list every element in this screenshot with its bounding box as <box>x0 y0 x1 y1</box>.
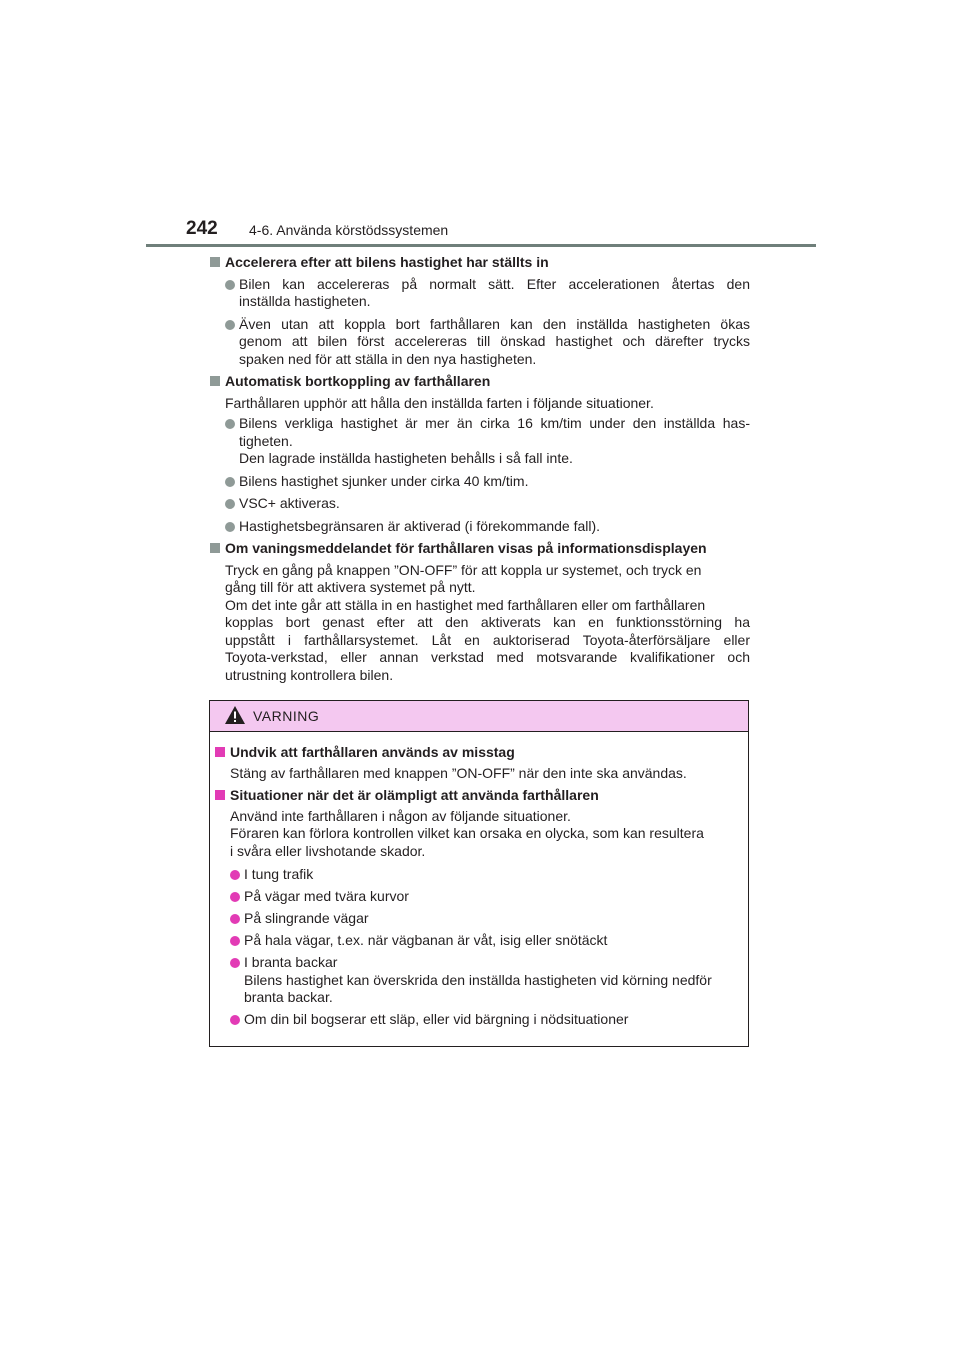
list-item: Hastighetsbegränsaren är aktiverad (i förekommande fall). <box>210 518 750 536</box>
warning-box <box>209 700 749 1047</box>
round-bullet-icon <box>230 892 240 902</box>
section-intro: Farthållaren upphör att hålla den inställda farten i följande situationer. <box>225 394 654 411</box>
list-item: På hala vägar, t.ex. när vägbanan är våt, isig eller snötäckt <box>215 932 745 950</box>
list-item: I branta backar Bilens hastighet kan överskrida den inställda hastigheten vid körning nedför branta backar. <box>215 954 745 1007</box>
round-bullet-icon <box>230 958 240 968</box>
list-item: I tung trafik <box>215 866 745 884</box>
round-bullet-icon <box>225 522 235 532</box>
warning-body <box>215 744 745 1033</box>
list-item: VSC+ aktiveras. <box>210 495 750 513</box>
round-bullet-icon <box>225 280 235 290</box>
square-bullet-icon <box>215 747 225 757</box>
list-item: Bilens verkliga hastighet är mer än cirka 16 km/tim under den inställda has- tigheten. Den lagrade inställda hastigheten behålls i så fall inte. <box>210 415 750 468</box>
round-bullet-icon <box>225 499 235 509</box>
list-item: På vägar med tvära kurvor <box>215 888 745 906</box>
square-bullet-icon <box>210 376 220 386</box>
header-rule <box>146 244 816 247</box>
section-heading: Automatisk bortkoppling av farthållaren <box>210 373 750 391</box>
section-heading: Accelerera efter att bilens hastighet har ställts in <box>210 254 750 272</box>
list-item: Bilen kan accelereras på normalt sätt. Efter accelerationen återtas den inställda hastigheten. <box>210 276 750 311</box>
warning-item-heading: Situationer när det är olämpligt att använda farthållaren <box>215 787 745 805</box>
chapter-title: 4-6. Använda körstödssystemen <box>249 222 449 238</box>
warning-triangle-icon <box>224 705 246 725</box>
round-bullet-icon <box>225 419 235 429</box>
square-bullet-icon <box>210 543 220 553</box>
section-heading: Om vaningsmeddelandet för farthållaren visas på informationsdisplayen <box>210 540 750 558</box>
square-bullet-icon <box>210 257 220 267</box>
list-item: Även utan att koppla bort farthållaren kan den inställda hastigheten ökas genom att bilen först accelereras till önskad hastighet och därefter trycks spaken ned för att ställa in den nya hastigheten. <box>210 316 750 369</box>
list-item: Bilens hastighet sjunker under cirka 40 km/tim. <box>210 473 750 491</box>
square-bullet-icon <box>215 790 225 800</box>
warning-item-body: Använd inte farthållaren i någon av följande situationer. Föraren kan förlora kontrollen vilket kan orsaka en olycka, som kan resultera i svåra eller livshotande skador. <box>230 807 704 859</box>
main-content <box>210 254 750 687</box>
list-item: Om din bil bogserar ett släp, eller vid bärgning i nödsituationer <box>215 1011 745 1029</box>
section-body: Tryck en gång på knappen ”ON-OFF” för att koppla ur systemet, och tryck en gång till för att aktivera systemet på nytt. Om det inte går att ställa in en hastighet med farthållaren eller om farthållaren kopplas bort genast efter att den aktiverats kan en funktionsstörning ha uppstått i farthållarsystemet. Låt en auktoriserad Toyota-återförsäljare eller Toyota-verkstad, eller annan verkstad med motsvarande kvalifikationer och utrustning kontrollera bilen. <box>225 561 750 683</box>
page-number: 242 <box>186 218 218 239</box>
round-bullet-icon <box>225 477 235 487</box>
round-bullet-icon <box>225 320 235 330</box>
round-bullet-icon <box>230 914 240 924</box>
list-item: På slingrande vägar <box>215 910 745 928</box>
round-bullet-icon <box>230 1015 240 1025</box>
warning-item-heading: Undvik att farthållaren används av misstag <box>215 744 745 762</box>
round-bullet-icon <box>230 870 240 880</box>
warning-item-body: Stäng av farthållaren med knappen ”ON-OFF” när den inte ska användas. <box>230 764 687 781</box>
warning-title: VARNING <box>253 708 320 724</box>
warning-header <box>210 701 748 732</box>
round-bullet-icon <box>230 936 240 946</box>
